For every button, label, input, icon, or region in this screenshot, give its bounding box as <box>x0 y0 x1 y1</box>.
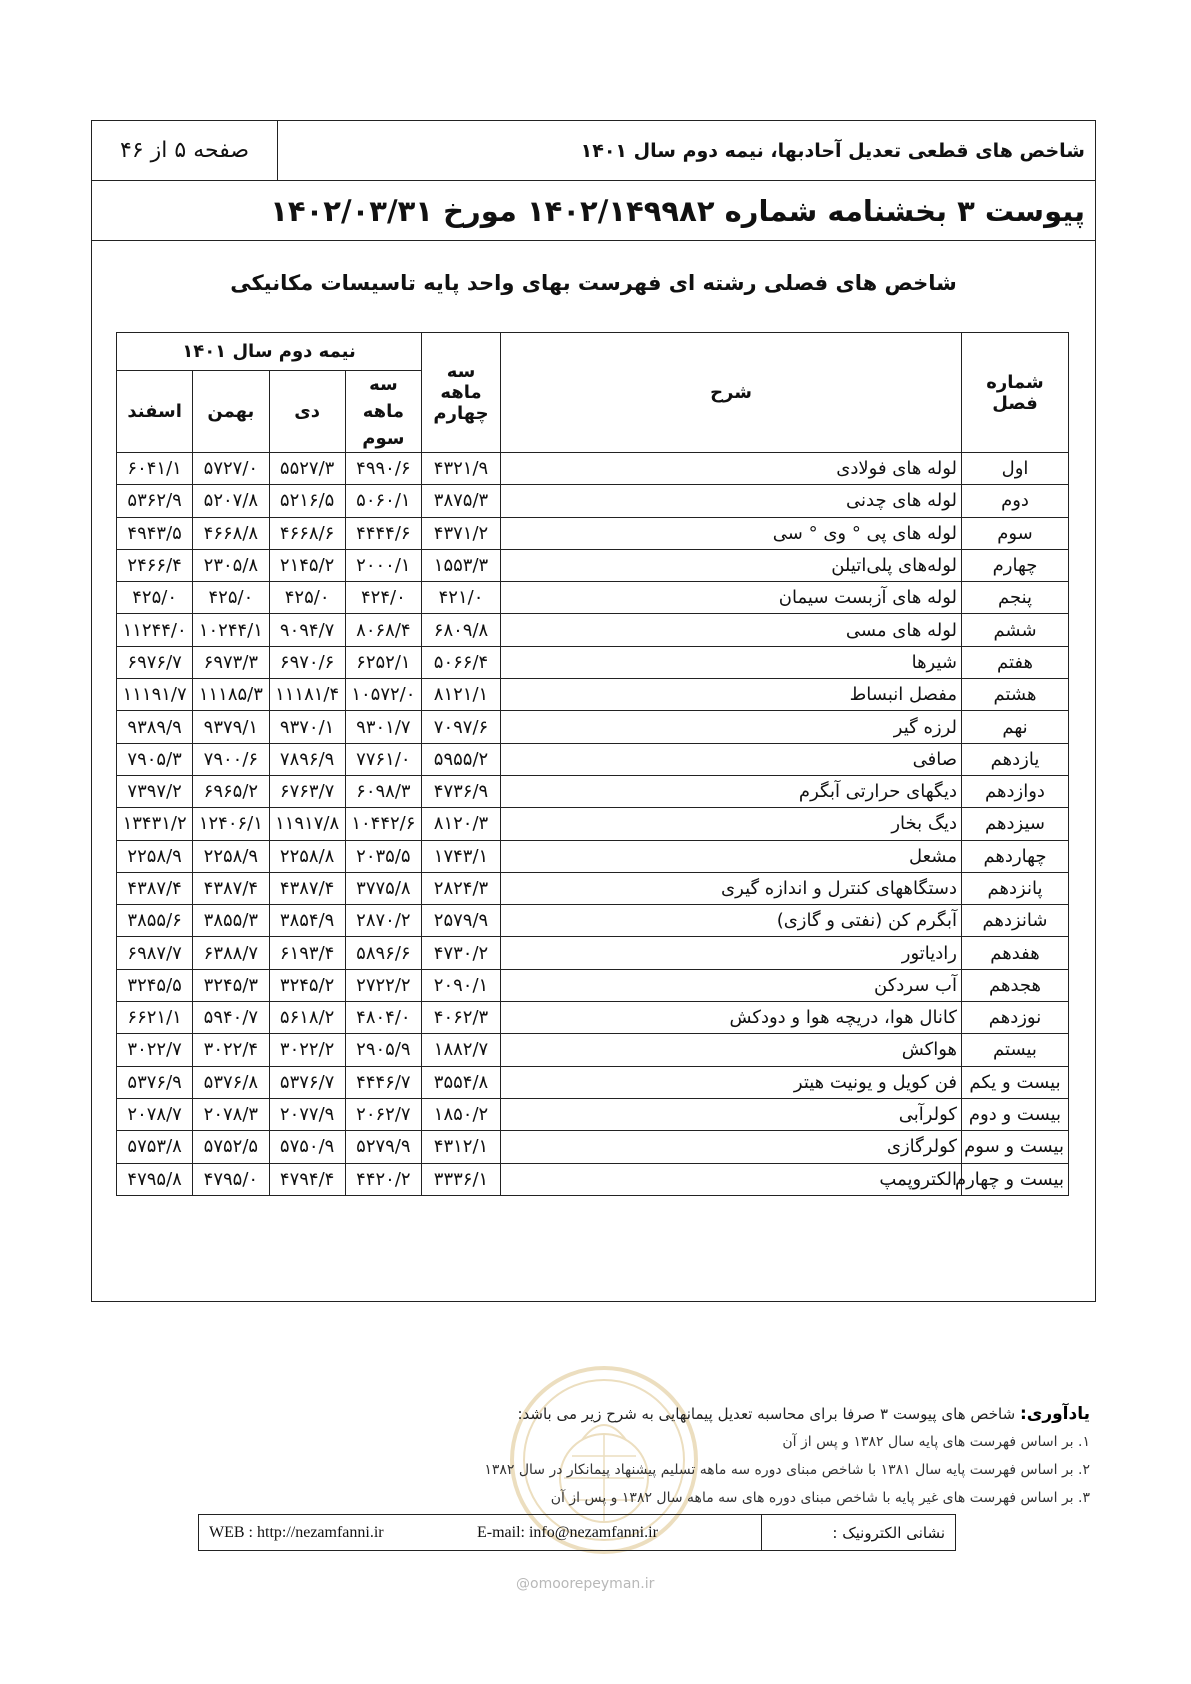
q4-cell: ۲۰۹۰/۱ <box>422 969 501 1001</box>
description-cell: شیرها <box>501 646 962 678</box>
table-row <box>117 485 1069 517</box>
q3-cell: ۲۰۳۵/۵ <box>345 840 421 872</box>
bahman-cell: ۳۰۲۲/۴ <box>193 1034 269 1066</box>
dey-cell: ۶۷۶۳/۷ <box>269 775 345 807</box>
dey-cell: ۳۲۴۵/۲ <box>269 969 345 1001</box>
chapter-cell: دوازدهم <box>962 775 1069 807</box>
esfand-cell: ۳۸۵۵/۶ <box>117 905 193 937</box>
table-row <box>117 808 1069 840</box>
q3-cell: ۲۸۷۰/۲ <box>345 905 421 937</box>
bahman-cell: ۱۲۴۰۶/۱ <box>193 808 269 840</box>
q4-cell: ۳۸۷۵/۳ <box>422 485 501 517</box>
bahman-cell: ۳۸۵۵/۳ <box>193 905 269 937</box>
q4-cell: ۴۳۱۲/۱ <box>422 1131 501 1163</box>
description-cell: لرزه گیر <box>501 711 962 743</box>
watermark-url: @omoorepeyman.ir <box>516 1576 655 1592</box>
note-intro: شاخص های پیوست ۳ صرفا برای محاسبه تعدیل پیمانهایی به شرح زیر می باشد: <box>517 1405 1016 1423</box>
q4-cell: ۴۳۲۱/۹ <box>422 453 501 485</box>
bahman-cell: ۱۱۱۸۵/۳ <box>193 679 269 711</box>
esfand-cell: ۴۲۵/۰ <box>117 582 193 614</box>
q3-cell: ۱۰۴۴۲/۶ <box>345 808 421 840</box>
chapter-cell: بیست و یکم <box>962 1066 1069 1098</box>
q4-cell: ۱۸۸۲/۷ <box>422 1034 501 1066</box>
contact-box <box>198 1514 956 1551</box>
chapter-cell: نهم <box>962 711 1069 743</box>
notes-block <box>330 1400 1090 1512</box>
q3-cell: ۶۰۹۸/۳ <box>345 775 421 807</box>
description-cell: لوله های آزبست سیمان <box>501 582 962 614</box>
dey-cell: ۵۳۷۶/۷ <box>269 1066 345 1098</box>
table-row <box>117 614 1069 646</box>
q3-cell: ۶۲۵۲/۱ <box>345 646 421 678</box>
table-row <box>117 937 1069 969</box>
q3-cell: ۴۴۲۰/۲ <box>345 1163 421 1195</box>
q4-cell: ۴۰۶۲/۳ <box>422 1002 501 1034</box>
q4-cell: ۴۳۷۱/۲ <box>422 517 501 549</box>
bahman-cell: ۶۹۶۵/۲ <box>193 775 269 807</box>
chapter-cell: بیست و دوم <box>962 1098 1069 1130</box>
contact-web-link[interactable]: WEB : http://nezamfanni.ir <box>209 1524 384 1541</box>
attachment-row <box>92 181 1095 241</box>
chapter-cell: بیستم <box>962 1034 1069 1066</box>
q4-cell: ۱۸۵۰/۲ <box>422 1098 501 1130</box>
q3-cell: ۲۷۲۲/۲ <box>345 969 421 1001</box>
description-cell: دستگاههای کنترل و اندازه گیری <box>501 872 962 904</box>
description-cell: آبگرم کن (نفتی و گازی) <box>501 905 962 937</box>
q4-cell: ۳۳۳۶/۱ <box>422 1163 501 1195</box>
q3-cell: ۴۴۴۶/۷ <box>345 1066 421 1098</box>
dey-cell: ۷۸۹۶/۹ <box>269 743 345 775</box>
esfand-cell: ۲۴۶۶/۴ <box>117 549 193 581</box>
q3-cell: ۱۰۵۷۲/۰ <box>345 679 421 711</box>
table-row <box>117 840 1069 872</box>
q4-cell: ۶۸۰۹/۸ <box>422 614 501 646</box>
dey-cell: ۵۶۱۸/۲ <box>269 1002 345 1034</box>
chapter-cell: چهاردهم <box>962 840 1069 872</box>
table-row <box>117 711 1069 743</box>
esfand-cell: ۷۳۹۷/۲ <box>117 775 193 807</box>
header-description: شرح <box>501 333 962 453</box>
q3-cell: ۳۷۷۵/۸ <box>345 872 421 904</box>
q4-cell: ۱۷۴۳/۱ <box>422 840 501 872</box>
q3-cell: ۴۹۹۰/۶ <box>345 453 421 485</box>
dey-cell: ۳۰۲۲/۲ <box>269 1034 345 1066</box>
chapter-cell: بیست و سوم <box>962 1131 1069 1163</box>
q4-cell: ۴۲۱/۰ <box>422 582 501 614</box>
bahman-cell: ۵۲۰۷/۸ <box>193 485 269 517</box>
note-item-2: ۲. بر اساس فهرست پایه سال ۱۳۸۱ با شاخص مبنای دوره سه ماهه تسلیم پیشنهاد پیمانکار در سال ۱۳۸۲ <box>484 1462 1090 1478</box>
esfand-cell: ۳۰۲۲/۷ <box>117 1034 193 1066</box>
header-bahman: بهمن <box>193 371 269 453</box>
dey-cell: ۶۹۷۰/۶ <box>269 646 345 678</box>
bahman-cell: ۲۲۵۸/۹ <box>193 840 269 872</box>
esfand-cell: ۹۳۸۹/۹ <box>117 711 193 743</box>
description-cell: کولرآبی <box>501 1098 962 1130</box>
table-row <box>117 517 1069 549</box>
description-cell: لوله های چدنی <box>501 485 962 517</box>
esfand-cell: ۶۹۸۷/۷ <box>117 937 193 969</box>
bahman-cell: ۴۶۶۸/۸ <box>193 517 269 549</box>
q3-cell: ۴۲۴/۰ <box>345 582 421 614</box>
bahman-cell: ۵۷۵۲/۵ <box>193 1131 269 1163</box>
chapter-cell: چهارم <box>962 549 1069 581</box>
chapter-cell: هفدهم <box>962 937 1069 969</box>
q3-cell: ۹۳۰۱/۷ <box>345 711 421 743</box>
header-esfand: اسفند <box>117 371 193 453</box>
bahman-cell: ۴۳۸۷/۴ <box>193 872 269 904</box>
q3-cell: ۸۰۶۸/۴ <box>345 614 421 646</box>
esfand-cell: ۵۳۷۶/۹ <box>117 1066 193 1098</box>
esfand-cell: ۶۶۲۱/۱ <box>117 1002 193 1034</box>
esfand-cell: ۵۷۵۳/۸ <box>117 1131 193 1163</box>
dey-cell: ۲۲۵۸/۸ <box>269 840 345 872</box>
chapter-cell: یازدهم <box>962 743 1069 775</box>
dey-cell: ۴۲۵/۰ <box>269 582 345 614</box>
esfand-cell: ۴۳۸۷/۴ <box>117 872 193 904</box>
esfand-cell: ۱۳۴۳۱/۲ <box>117 808 193 840</box>
description-cell: لوله های فولادی <box>501 453 962 485</box>
description-cell: دیگهای حرارتی آبگرم <box>501 775 962 807</box>
header-second-half-group: نیمه دوم سال ۱۴۰۱ <box>117 333 422 371</box>
description-cell: کولرگازی <box>501 1131 962 1163</box>
dey-cell: ۵۷۵۰/۹ <box>269 1131 345 1163</box>
esfand-cell: ۲۲۵۸/۹ <box>117 840 193 872</box>
chapter-cell: اول <box>962 453 1069 485</box>
header-dey: دی <box>269 371 345 453</box>
note-intro-line <box>330 1400 1090 1428</box>
q3-cell: ۵۲۷۹/۹ <box>345 1131 421 1163</box>
chapter-cell: نوزدهم <box>962 1002 1069 1034</box>
esfand-cell: ۲۰۷۸/۷ <box>117 1098 193 1130</box>
table-row <box>117 646 1069 678</box>
esfand-cell: ۱۱۲۴۴/۰ <box>117 614 193 646</box>
bahman-cell: ۶۳۸۸/۷ <box>193 937 269 969</box>
description-cell: الکتروپمپ <box>501 1163 962 1195</box>
bahman-cell: ۴۷۹۵/۰ <box>193 1163 269 1195</box>
table-row <box>117 549 1069 581</box>
esfand-cell: ۴۹۴۳/۵ <box>117 517 193 549</box>
chapter-cell: ششم <box>962 614 1069 646</box>
note-item-3: ۳. بر اساس فهرست های غیر پایه با شاخص مبنای دوره های سه ماهه سال ۱۳۸۲ و پس از آن <box>550 1490 1090 1506</box>
dey-cell: ۵۵۲۷/۳ <box>269 453 345 485</box>
dey-cell: ۲۰۷۷/۹ <box>269 1098 345 1130</box>
header-chapter-number: شماره فصل <box>962 333 1069 453</box>
dey-cell: ۴۶۶۸/۶ <box>269 517 345 549</box>
table-row <box>117 905 1069 937</box>
description-cell: هواکش <box>501 1034 962 1066</box>
q4-cell: ۷۰۹۷/۶ <box>422 711 501 743</box>
description-cell: کانال هوا، دریچه هوا و دودکش <box>501 1002 962 1034</box>
esfand-cell: ۷۹۰۵/۳ <box>117 743 193 775</box>
dey-cell: ۱۱۹۱۷/۸ <box>269 808 345 840</box>
dey-cell: ۹۳۷۰/۱ <box>269 711 345 743</box>
esfand-cell: ۵۳۶۲/۹ <box>117 485 193 517</box>
description-cell: صافی <box>501 743 962 775</box>
dey-cell: ۳۸۵۴/۹ <box>269 905 345 937</box>
dey-cell: ۴۳۸۷/۴ <box>269 872 345 904</box>
description-cell: دیگ بخار <box>501 808 962 840</box>
description-cell: مشعل <box>501 840 962 872</box>
dey-cell: ۲۱۴۵/۲ <box>269 549 345 581</box>
note-label: یادآوری: <box>1019 1404 1090 1424</box>
q3-cell: ۲۰۶۲/۷ <box>345 1098 421 1130</box>
bahman-cell: ۵۹۴۰/۷ <box>193 1002 269 1034</box>
q3-cell: ۷۷۶۱/۰ <box>345 743 421 775</box>
table-row <box>117 1098 1069 1130</box>
chapter-cell: هجدهم <box>962 969 1069 1001</box>
bahman-cell: ۲۰۷۸/۳ <box>193 1098 269 1130</box>
q4-cell: ۴۷۳۶/۹ <box>422 775 501 807</box>
table-body <box>117 453 1069 1196</box>
table-row <box>117 743 1069 775</box>
bahman-cell: ۷۹۰۰/۶ <box>193 743 269 775</box>
table-row <box>117 1002 1069 1034</box>
bahman-cell: ۳۲۴۵/۳ <box>193 969 269 1001</box>
esfand-cell: ۶۰۴۱/۱ <box>117 453 193 485</box>
dey-cell: ۶۱۹۳/۴ <box>269 937 345 969</box>
q4-cell: ۱۵۵۳/۳ <box>422 549 501 581</box>
dey-cell: ۵۲۱۶/۵ <box>269 485 345 517</box>
esfand-cell: ۴۷۹۵/۸ <box>117 1163 193 1195</box>
chapter-cell: هشتم <box>962 679 1069 711</box>
bahman-cell: ۵۳۷۶/۸ <box>193 1066 269 1098</box>
note-item-1: ۱. بر اساس فهرست های پایه سال ۱۳۸۲ و پس از آن <box>782 1434 1090 1450</box>
bahman-cell: ۱۰۲۴۴/۱ <box>193 614 269 646</box>
esfand-cell: ۶۹۷۶/۷ <box>117 646 193 678</box>
header-q4: سه ماهه چهارم <box>422 333 501 453</box>
attachment-title: پیوست ۳ بخشنامه شماره ۱۴۰۲/۱۴۹۹۸۲ مورخ ۱۴۰۲/۰۳/۳۱ <box>270 193 1085 228</box>
dey-cell: ۱۱۱۸۱/۴ <box>269 679 345 711</box>
document-title: شاخص های قطعی تعدیل آحادبها، نیمه دوم سال ۱۴۰۱ <box>580 139 1085 162</box>
table-row <box>117 775 1069 807</box>
header-row <box>92 121 1095 181</box>
q4-cell: ۴۷۳۰/۲ <box>422 937 501 969</box>
chapter-cell: بیست و چهارم <box>962 1163 1069 1195</box>
description-cell: لوله های پی ° وی ° سی <box>501 517 962 549</box>
q4-cell: ۲۸۲۴/۳ <box>422 872 501 904</box>
dey-cell: ۹۰۹۴/۷ <box>269 614 345 646</box>
bahman-cell: ۹۳۷۹/۱ <box>193 711 269 743</box>
description-cell: لوله های مسی <box>501 614 962 646</box>
chapter-cell: سیزدهم <box>962 808 1069 840</box>
contact-label: نشانی الکترونیک : <box>761 1515 955 1550</box>
table-row <box>117 1163 1069 1195</box>
chapter-cell: دوم <box>962 485 1069 517</box>
description-cell: لوله‌های پلی‌اتیلن <box>501 549 962 581</box>
description-cell: آب سردکن <box>501 969 962 1001</box>
q3-cell: ۲۹۰۵/۹ <box>345 1034 421 1066</box>
chapter-cell: پانزدهم <box>962 872 1069 904</box>
contact-email[interactable]: E-mail: info@nezamfanni.ir <box>477 1524 658 1541</box>
description-cell: مفصل انبساط <box>501 679 962 711</box>
bahman-cell: ۲۳۰۵/۸ <box>193 549 269 581</box>
q4-cell: ۸۱۲۱/۱ <box>422 679 501 711</box>
q4-cell: ۸۱۲۰/۳ <box>422 808 501 840</box>
dey-cell: ۴۷۹۴/۴ <box>269 1163 345 1195</box>
table-row <box>117 582 1069 614</box>
q3-cell: ۴۸۰۴/۰ <box>345 1002 421 1034</box>
index-table <box>116 332 1069 1196</box>
esfand-cell: ۱۱۱۹۱/۷ <box>117 679 193 711</box>
bahman-cell: ۵۷۲۷/۰ <box>193 453 269 485</box>
document-frame <box>91 120 1096 1302</box>
table-row <box>117 872 1069 904</box>
page-number: صفحه ۵ از ۴۶ <box>92 121 278 180</box>
table-row <box>117 1066 1069 1098</box>
header-q3: سه ماهه سوم <box>345 371 421 453</box>
chapter-cell: شانزدهم <box>962 905 1069 937</box>
q3-cell: ۴۴۴۴/۶ <box>345 517 421 549</box>
q3-cell: ۵۰۶۰/۱ <box>345 485 421 517</box>
bahman-cell: ۴۲۵/۰ <box>193 582 269 614</box>
section-title: شاخص های فصلی رشته ای فهرست بهای واحد پایه تاسیسات مکانیکی <box>230 271 957 295</box>
chapter-cell: هفتم <box>962 646 1069 678</box>
q3-cell: ۲۰۰۰/۱ <box>345 549 421 581</box>
description-cell: رادیاتور <box>501 937 962 969</box>
description-cell: فن کویل و یونیت هیتر <box>501 1066 962 1098</box>
q4-cell: ۵۹۵۵/۲ <box>422 743 501 775</box>
q3-cell: ۵۸۹۶/۶ <box>345 937 421 969</box>
q4-cell: ۵۰۶۶/۴ <box>422 646 501 678</box>
esfand-cell: ۳۲۴۵/۵ <box>117 969 193 1001</box>
chapter-cell: پنجم <box>962 582 1069 614</box>
bahman-cell: ۶۹۷۳/۳ <box>193 646 269 678</box>
table-row <box>117 1034 1069 1066</box>
table-row <box>117 679 1069 711</box>
table-row <box>117 969 1069 1001</box>
q4-cell: ۲۵۷۹/۹ <box>422 905 501 937</box>
q4-cell: ۳۵۵۴/۸ <box>422 1066 501 1098</box>
table-row <box>117 1131 1069 1163</box>
chapter-cell: سوم <box>962 517 1069 549</box>
table-row <box>117 453 1069 485</box>
